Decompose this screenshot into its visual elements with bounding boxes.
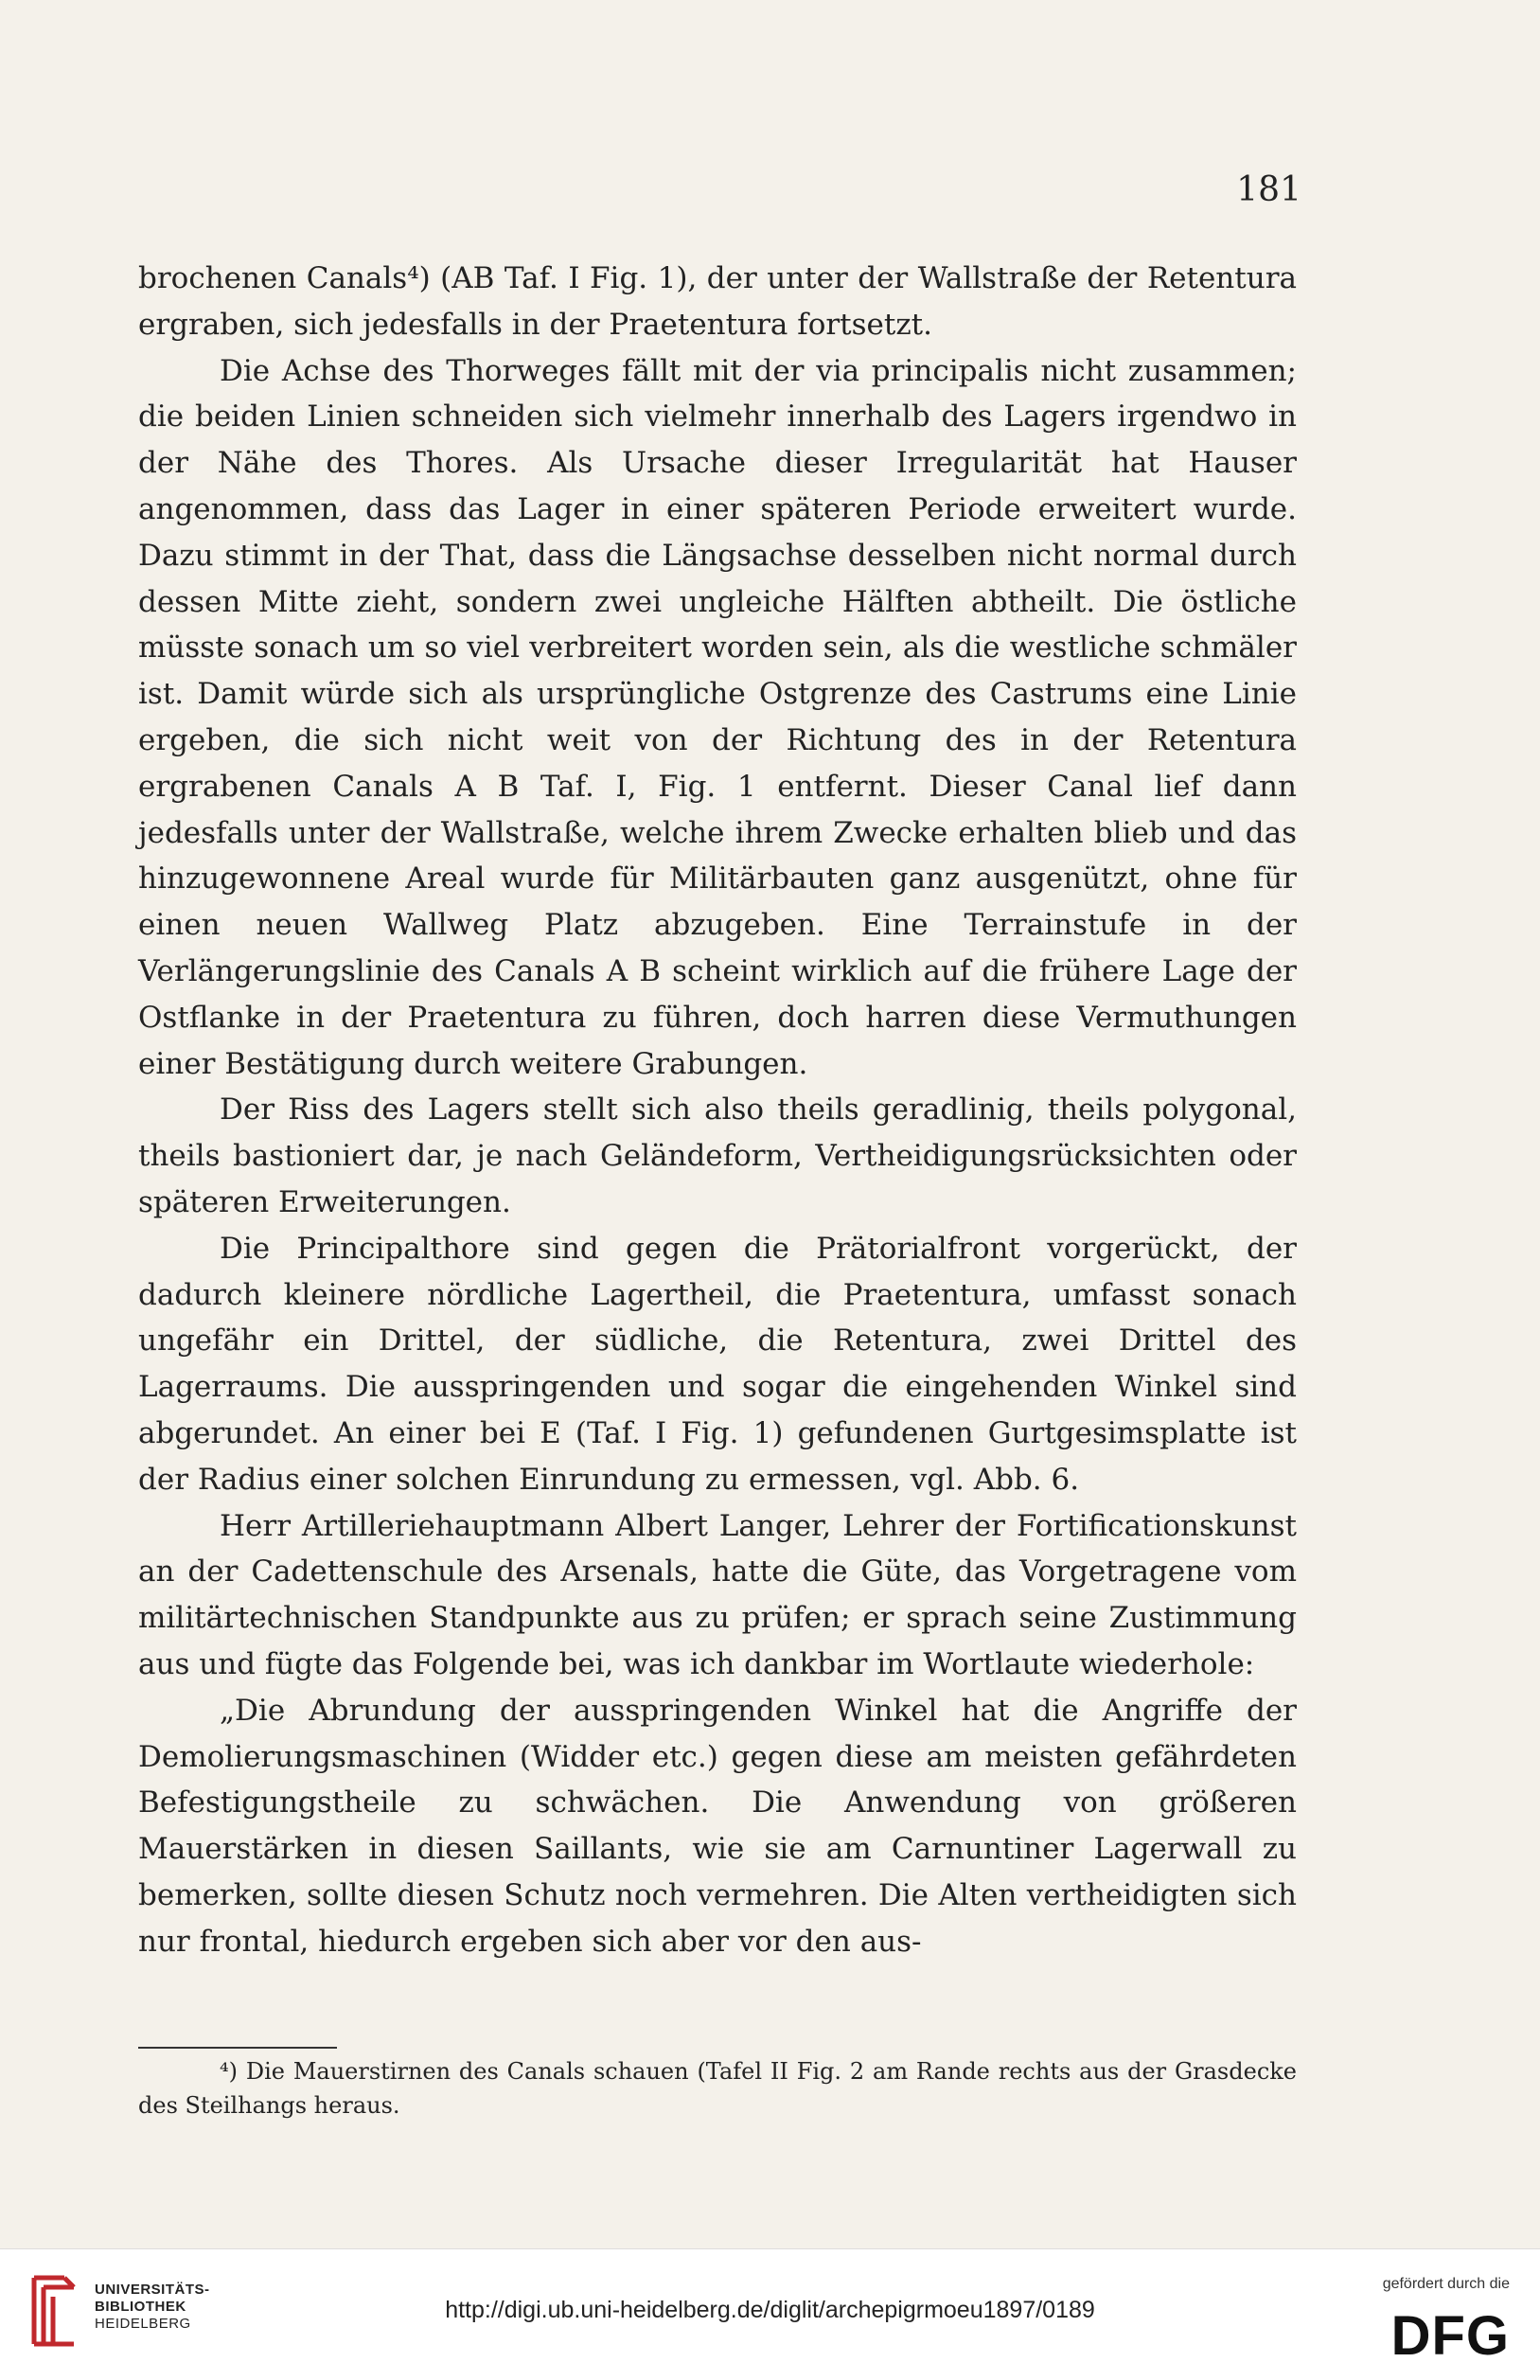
library-name-line-3: HEIDELBERG: [95, 2316, 191, 2332]
paragraph-6: „Die Abrundung der ausspringenden Winkel hat die Angriffe der Demolierungsmaschinen (Widder etc.) gegen diese am meisten gefährdeten Befestigungstheile zu schwächen. Die Anwendung von größeren Mauerstärken in diesen Saillants, wie sie am Carnuntiner Lagerwall zu bemerken, sollte diesen Schutz noch vermehren. Die Alten vertheidigten sich nur frontal, hiedurch ergeben sich aber vor den aus-: [138, 1693, 1297, 1959]
paragraph-4: Die Principalthore sind gegen die Prätorialfront vorgerückt, der dadurch kleinere nördliche Lagertheil, die Praetentura, umfasst sonach ungefähr ein Drittel, der südliche, die Retentura, zwei Drittel des Lagerraums. Die ausspringenden und sogar die eingehenden Winkel sind abgerundet. An einer bei E (Taf. I Fig. 1) gefundenen Gurtgesimsplatte ist der Radius einer solchen Einrundung zu ermessen, vgl. Abb. 6.: [138, 1231, 1297, 1497]
library-name-line-1: UNIVERSITÄTS-: [95, 2282, 210, 2298]
paragraph-2: Die Achse des Thorweges fällt mit der via principalis nicht zusammen; die beiden Linien schneiden sich vielmehr innerhalb des Lagers irgendwo in der Nähe des Thores. Als Ursache dieser Irregularität hat Hauser angenommen, dass das Lager in einer späteren Periode erweitert wurde. Dazu stimmt in der That, dass die Längsachse desselben nicht normal durch dessen Mitte zieht, sondern zwei ungleiche Hälften abtheilt. Die östliche müsste sonach um so viel verbreitert worden sein, als die westliche schmäler ist. Damit würde sich als ursprüngliche Ostgrenze des Castrums eine Linie ergeben, die sich nicht weit von der Richtung des in der Retentura ergrabenen Canals A B Taf. I, Fig. 1 entfernt. Dieser Canal lief dann jedesfalls unter der Wallstraße, welche ihrem Zwecke erhalten blieb und das hinzugewonnene Areal wurde für Militärbauten ganz ausgenützt, ohne für einen neuen Wallweg Platz abzugeben. Eine Terrainstufe in der Verlängerungslinie des Canals A B scheint wirklich auf die frühere Lage der Ostflanke in der Praetentura zu führen, doch harren diese Vermuthungen einer Bestätigung durch weitere Grabungen.: [138, 353, 1297, 1081]
footnote-divider: [138, 2047, 337, 2049]
dfg-logo: DFG: [1390, 2305, 1510, 2367]
paragraph-3: Der Riss des Lagers stellt sich also theils geradlinig, theils polygonal, theils bastioniert dar, je nach Geländeform, Vertheidigungsrücksichten oder späteren Erweiterungen.: [138, 1092, 1297, 1219]
footnotes: [138, 2054, 1297, 2122]
body-text: [138, 256, 1297, 1964]
paragraph-1: brochenen Canals⁴) (AB Taf. I Fig. 1), der unter der Wallstraße der Retentura ergraben, sich jedesfalls in der Praetentura fortsetzt.: [138, 261, 1297, 342]
library-name-line-2: BIBLIOTHEK: [95, 2299, 186, 2315]
footnote-4: ⁴) Die Mauerstirnen des Canals schauen (Tafel II Fig. 2 am Rande rechts aus der Grasdecke des Steilhangs heraus.: [138, 2058, 1297, 2119]
permalink-url[interactable]: http://digi.ub.uni-heidelberg.de/diglit/archepigrmoeu1897/0189: [445, 2297, 1095, 2323]
funding-caption: gefördert durch die: [1382, 2276, 1510, 2292]
paragraph-5: Herr Artilleriehauptmann Albert Langer, Lehrer der Fortificationskunst an der Cadettenschule des Arsenals, hatte die Güte, das Vorgetragene vom militärtechnischen Standpunkte aus zu prüfen; er sprach seine Zustimmung aus und fügte das Folgende bei, was ich dankbar im Wortlaute wiederhole:: [138, 1508, 1297, 1681]
footer-bar: [0, 2248, 1540, 2380]
page-number: 181: [1236, 170, 1301, 209]
